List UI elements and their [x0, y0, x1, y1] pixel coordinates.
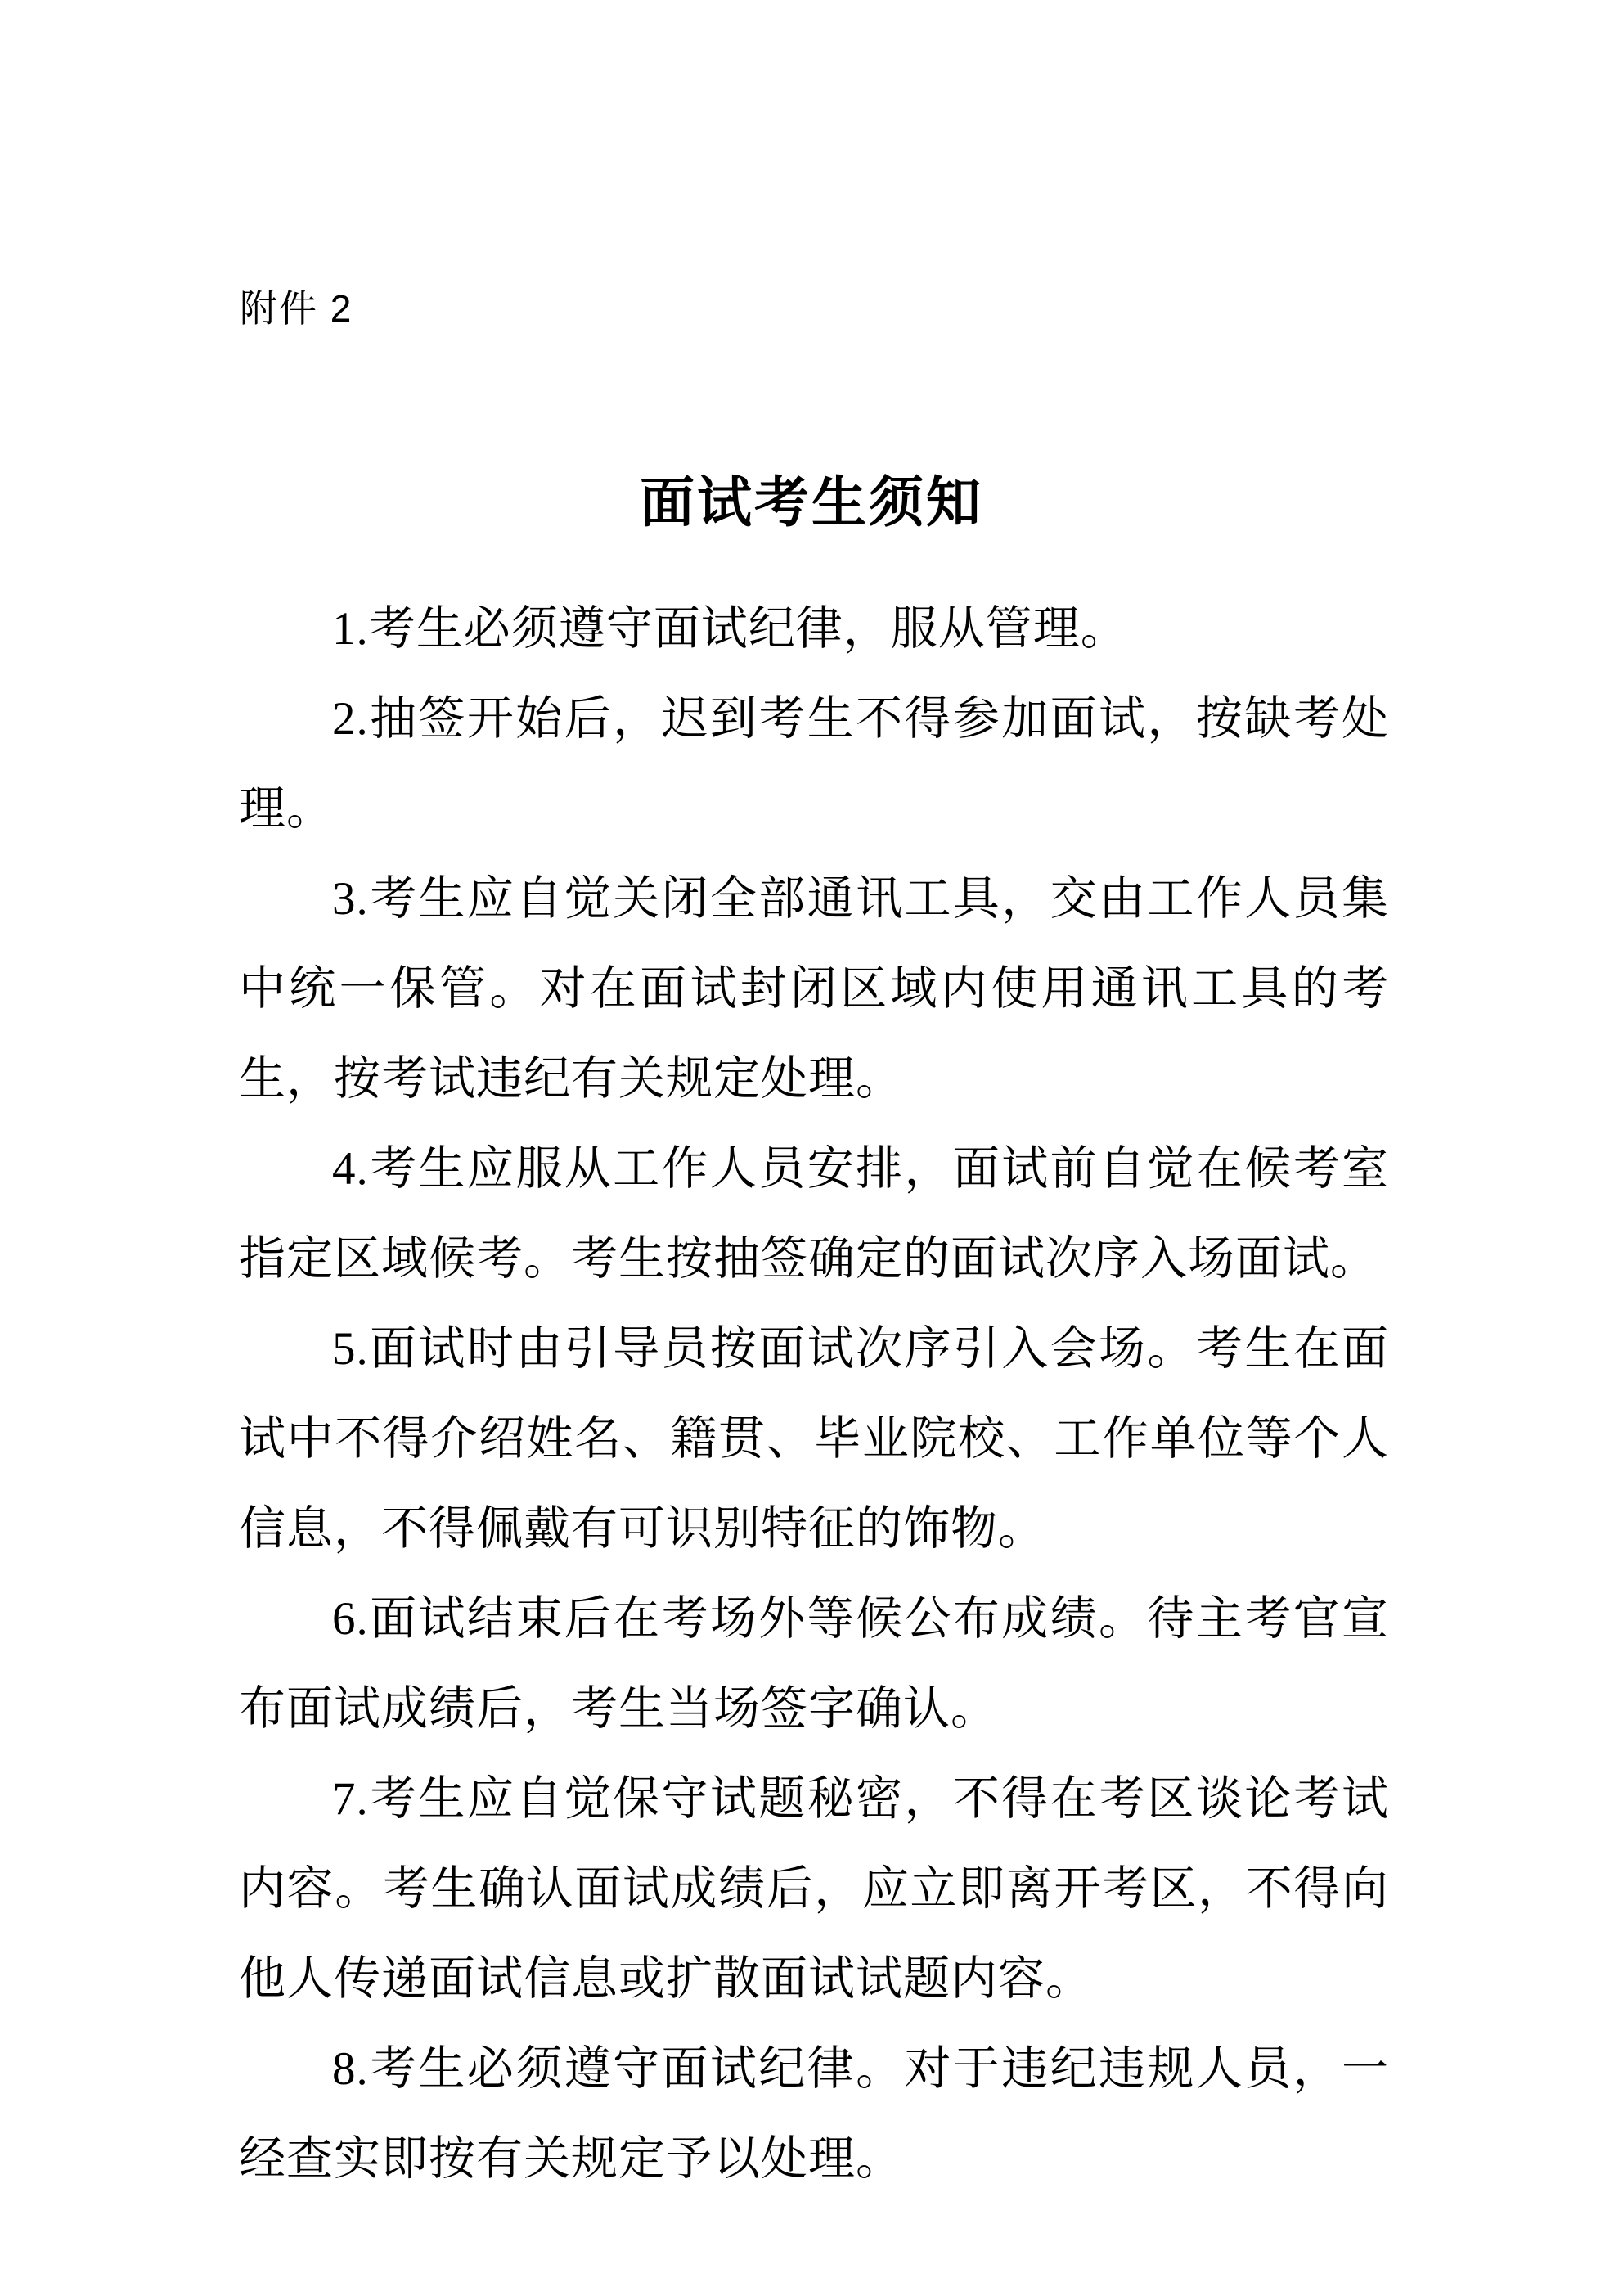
- notice-item-4: 4.考生应服从工作人员安排，面试前自觉在候考室指定区域候考。考生按抽签确定的面试次序入场面试。: [239, 1142, 1389, 1285]
- notice-item-6: 6.面试结束后在考场外等候公布成绩。待主考官宣布面试成绩后，考生当场签字确认。: [239, 1592, 1389, 1735]
- notice-item-5: 5.面试时由引导员按面试次序引入会场。考生在面试中不得介绍姓名、籍贯、毕业院校、工作单位等个人信息，不得佩戴有可识别特征的饰物。: [239, 1322, 1389, 1555]
- notice-item-7: 7.考生应自觉保守试题秘密，不得在考区谈论考试内容。考生确认面试成绩后，应立即离开考区，不得向他人传递面试信息或扩散面试试题内容。: [239, 1772, 1389, 2005]
- notice-item-8: 8.考生必须遵守面试纪律。对于违纪违规人员，一经查实即按有关规定予以处理。: [239, 2042, 1389, 2185]
- attachment-label: 附件 2: [240, 287, 353, 330]
- notice-item-3: 3.考生应自觉关闭全部通讯工具，交由工作人员集中统一保管。对在面试封闭区域内使用通讯工具的考生，按考试违纪有关规定处理。: [239, 872, 1389, 1105]
- notice-item-2: 2.抽签开始后，迟到考生不得参加面试，按缺考处理。: [239, 692, 1389, 835]
- page-title: 面试考生须知: [640, 473, 983, 534]
- notice-item-1: 1.考生必须遵守面试纪律，服从管理。: [332, 602, 1128, 655]
- notice-body: [0, 584, 1623, 2204]
